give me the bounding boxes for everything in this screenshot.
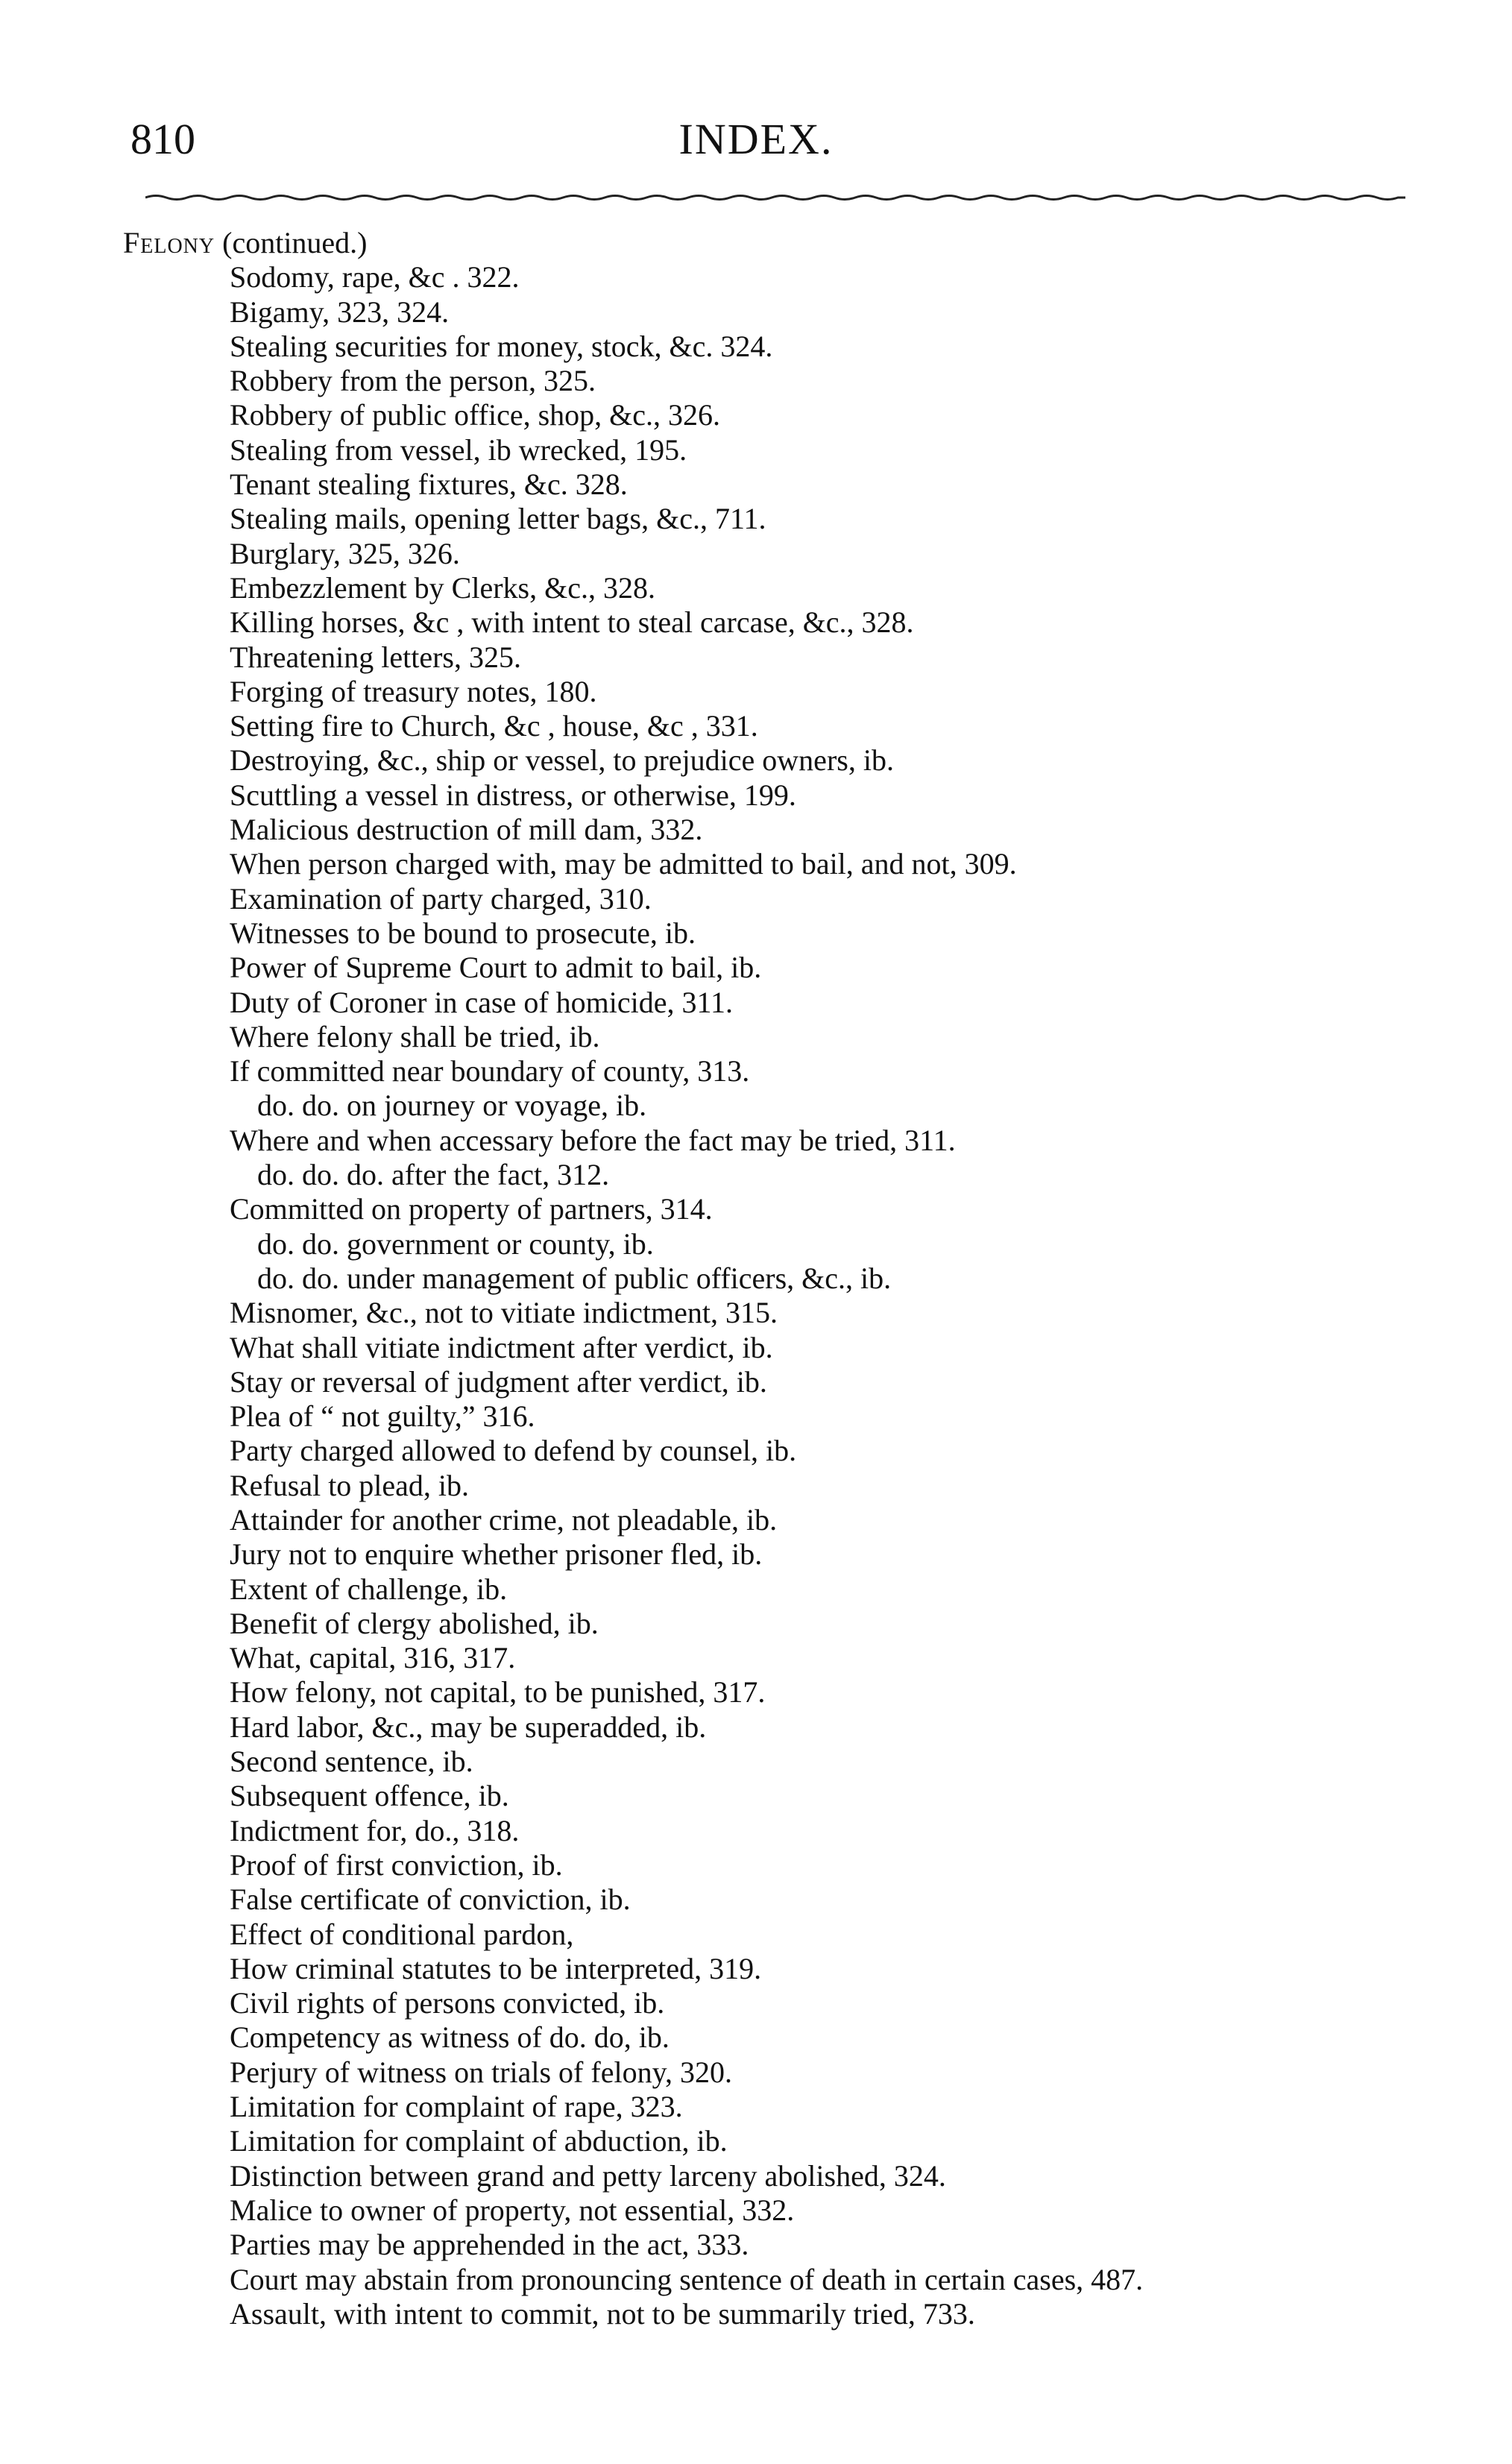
index-entry: Assault, with intent to commit, not to be summarily tried, 733. xyxy=(230,2296,975,2331)
index-entry: Attainder for another crime, not pleadable, ib. xyxy=(230,1502,778,1537)
index-entry: Bigamy, 323, 324. xyxy=(230,294,450,329)
index-entry: Civil rights of persons convicted, ib. xyxy=(230,1986,665,2020)
index-section xyxy=(123,226,1435,2331)
index-entry: Where felony shall be tried, ib. xyxy=(230,1019,600,1053)
index-entry: Tenant stealing fixtures, &c. 328. xyxy=(230,467,628,502)
page-number: 810 xyxy=(130,115,195,163)
index-entry: Embezzlement by Clerks, &c., 328. xyxy=(230,570,655,605)
index-entry: What, capital, 316, 317. xyxy=(230,1641,516,1675)
index-entry: Indictment for, do., 318. xyxy=(230,1813,520,1847)
index-entry: Malicious destruction of mill dam, 332. xyxy=(230,813,703,847)
index-entry: Court may abstain from pronouncing sentence of death in certain cases, 487. xyxy=(230,2262,1144,2296)
index-entry: Proof of first conviction, ib. xyxy=(230,1847,563,1882)
index-entry: Setting fire to Church, &c , house, &c , 331. xyxy=(230,709,758,743)
index-entry: Destroying, &c., ship or vessel, to prejudice owners, ib. xyxy=(230,743,894,778)
index-entry: Threatening letters, 325. xyxy=(230,640,521,674)
index-entry: Second sentence, ib. xyxy=(230,1745,473,1779)
index-entry: do. do. government or county, ib. xyxy=(257,1226,654,1261)
index-entry: Refusal to plead, ib. xyxy=(230,1468,470,1502)
index-entry: Plea of “ not guilty,” 316. xyxy=(230,1399,535,1434)
index-entry: Burglary, 325, 326. xyxy=(230,536,460,570)
index-entry: Perjury of witness on trials of felony, 320. xyxy=(230,2055,732,2089)
index-entry: Killing horses, &c , with intent to steal carcase, &c., 328. xyxy=(230,605,914,640)
heading-term: Felony xyxy=(123,226,215,259)
index-entry: Competency as witness of do. do, ib. xyxy=(230,2020,670,2055)
index-entry: If committed near boundary of county, 313. xyxy=(230,1054,750,1088)
index-entry: Witnesses to be bound to prosecute, ib. xyxy=(230,916,696,950)
index-entry: Examination of party charged, 310. xyxy=(230,881,652,916)
index-entry: Malice to owner of property, not essential, 332. xyxy=(230,2193,795,2227)
index-heading xyxy=(123,226,1435,260)
index-entry: How felony, not capital, to be punished, 317. xyxy=(230,1675,766,1710)
index-entry: Effect of conditional pardon, xyxy=(230,1917,574,1951)
index-entry: Stealing mails, opening letter bags, &c., 711. xyxy=(230,502,766,536)
index-entry: Party charged allowed to defend by counsel, ib. xyxy=(230,1434,797,1468)
index-entry: Parties may be apprehended in the act, 333. xyxy=(230,2228,749,2262)
page-header xyxy=(0,0,1512,194)
header-rule xyxy=(145,192,1405,203)
index-entry: Committed on property of partners, 314. xyxy=(230,1192,713,1226)
running-title: INDEX. xyxy=(678,115,834,163)
index-entry: Benefit of clergy abolished, ib. xyxy=(230,1606,599,1640)
index-entry: What shall vitiate indictment after verdict, ib. xyxy=(230,1330,773,1364)
index-entry: Limitation for complaint of abduction, ib. xyxy=(230,2124,728,2158)
index-entry: Subsequent offence, ib. xyxy=(230,1779,509,1813)
index-entry: Misnomer, &c., not to vitiate indictment, 315. xyxy=(230,1296,778,1330)
index-entries xyxy=(123,260,1435,2331)
index-entry: Extent of challenge, ib. xyxy=(230,1572,508,1606)
index-entry: False certificate of conviction, ib. xyxy=(230,1882,631,1917)
index-entry: Robbery of public office, shop, &c., 326. xyxy=(230,398,721,432)
index-entry: Limitation for complaint of rape, 323. xyxy=(230,2090,683,2124)
index-entry: do. do. on journey or voyage, ib. xyxy=(257,1088,647,1123)
index-entry: Power of Supreme Court to admit to bail, ib. xyxy=(230,951,762,985)
index-entry: How criminal statutes to be interpreted, 319. xyxy=(230,1951,762,1985)
index-entry: Hard labor, &c., may be superadded, ib. xyxy=(230,1710,707,1744)
index-entry: Distinction between grand and petty larceny abolished, 324. xyxy=(230,2158,946,2193)
index-entry: do. do. under management of public officers, &c., ib. xyxy=(257,1261,892,1295)
index-entry: Jury not to enquire whether prisoner fled, ib. xyxy=(230,1537,763,1572)
heading-note: (continued.) xyxy=(222,226,368,259)
index-entry: Stealing securities for money, stock, &c. 324. xyxy=(230,329,773,363)
index-entry: When person charged with, may be admitted to bail, and not, 309. xyxy=(230,847,1017,881)
index-entry: Sodomy, rape, &c . 322. xyxy=(230,260,520,294)
index-entry: Forging of treasury notes, 180. xyxy=(230,674,597,708)
index-entry: do. do. do. after the fact, 312. xyxy=(257,1158,610,1192)
index-entry: Stealing from vessel, ib wrecked, 195. xyxy=(230,432,687,467)
index-entry: Stay or reversal of judgment after verdict, ib. xyxy=(230,1364,767,1399)
index-entry: Scuttling a vessel in distress, or otherwise, 199. xyxy=(230,778,796,812)
index-entry: Robbery from the person, 325. xyxy=(230,364,596,398)
index-entry: Where and when accessary before the fact may be tried, 311. xyxy=(230,1123,956,1157)
index-entry: Duty of Coroner in case of homicide, 311. xyxy=(230,985,734,1019)
